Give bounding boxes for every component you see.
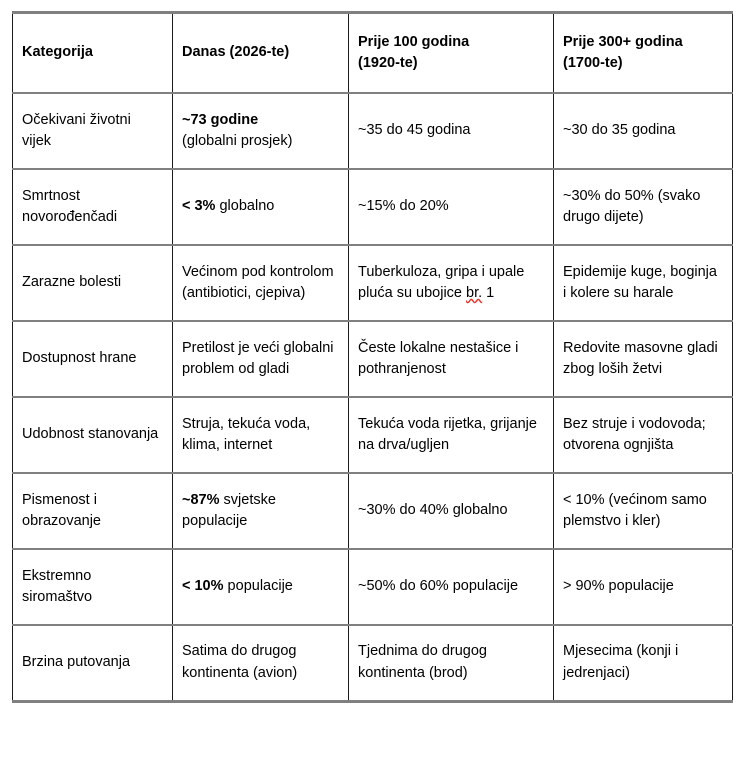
cell-ekstremno-siromastvo-danas bbox=[173, 549, 349, 625]
column-header-prije-100-godina bbox=[349, 13, 554, 94]
cell-ekstremno-siromastvo-prije100: ~50% do 60% populacije bbox=[349, 549, 554, 625]
table-row bbox=[13, 549, 733, 625]
cell-udobnost-stanovanja-prije100: Tekuća voda rijetka, grijanje na drva/ugljen bbox=[349, 397, 554, 473]
table-header bbox=[13, 13, 733, 94]
cell-udobnost-stanovanja-danas: Struja, tekuća voda, klima, internet bbox=[173, 397, 349, 473]
cell-text: populacije bbox=[223, 578, 293, 595]
cell-pismenost-i-obrazovanje-prije100: ~30% do 40% globalno bbox=[349, 473, 554, 549]
cell-brzina-putovanja-prije300: Mjesecima (konji i jedrenjaci) bbox=[554, 625, 733, 701]
cell-brzina-putovanja-danas: Satima do drugog kontinenta (avion) bbox=[173, 625, 349, 701]
row-label-udobnost-stanovanja: Udobnost stanovanja bbox=[13, 397, 173, 473]
cell-smrtnost-novorodencadi-prije100: ~15% do 20% bbox=[349, 169, 554, 245]
spellcheck-misspelled-word: br. bbox=[466, 285, 483, 301]
table-row bbox=[13, 625, 733, 701]
cell-ocekivani-zivotni-vijek-danas bbox=[173, 93, 349, 169]
cell-emphasis: ~73 godine bbox=[182, 111, 259, 128]
cell-brzina-putovanja-prije100: Tjednima do drugog kontinenta (brod) bbox=[349, 625, 554, 701]
table-row bbox=[13, 397, 733, 473]
cell-dostupnost-hrane-prije300: Redovite masovne gladi zbog loših žetvi bbox=[554, 321, 733, 397]
cell-emphasis: < 10% bbox=[182, 578, 224, 595]
row-label-brzina-putovanja: Brzina putovanja bbox=[13, 625, 173, 701]
row-label-ekstremno-siromastvo: Ekstremno siromaštvo bbox=[13, 549, 173, 625]
cell-ocekivani-zivotni-vijek-prije100: ~35 do 45 godina bbox=[349, 93, 554, 169]
table-row bbox=[13, 93, 733, 169]
column-header-prije-300-godina bbox=[554, 13, 733, 94]
column-header-prije-300-godina-line-1: Prije 300+ godina bbox=[563, 33, 683, 50]
table-row bbox=[13, 169, 733, 245]
column-header-prije-100-godina-line-1: Prije 100 godina bbox=[358, 33, 470, 50]
row-label-dostupnost-hrane: Dostupnost hrane bbox=[13, 321, 173, 397]
cell-ocekivani-zivotni-vijek-prije300: ~30 do 35 godina bbox=[554, 93, 733, 169]
cell-pismenost-i-obrazovanje-danas bbox=[173, 473, 349, 549]
cell-udobnost-stanovanja-prije300: Bez struje i vodovoda; otvorena ognjišta bbox=[554, 397, 733, 473]
table-row bbox=[13, 245, 733, 321]
table-body bbox=[13, 93, 733, 701]
column-header-kategorija bbox=[13, 13, 173, 94]
column-header-prije-300-godina-line-2: (1700-te) bbox=[563, 55, 623, 71]
row-label-pismenost-i-obrazovanje: Pismenost i obrazovanje bbox=[13, 473, 173, 549]
table-row bbox=[13, 473, 733, 549]
cell-smrtnost-novorodencadi-prije300: ~30% do 50% (svako drugo dijete) bbox=[554, 169, 733, 245]
cell-emphasis: < 3% bbox=[182, 198, 216, 215]
cell-text: (globalni prosjek) bbox=[182, 133, 293, 149]
cell-pismenost-i-obrazovanje-prije300: < 10% (većinom samo plemstvo i kler) bbox=[554, 473, 733, 549]
table-header-row bbox=[13, 13, 733, 94]
table-row bbox=[13, 321, 733, 397]
cell-smrtnost-novorodencadi-danas bbox=[173, 169, 349, 245]
cell-zarazne-bolesti-danas: Većinom pod kontrolom (antibiotici, cjepiva) bbox=[173, 245, 349, 321]
cell-text: Tuberkuloza, gripa i upale pluća su ubojice bbox=[358, 263, 525, 301]
row-label-smrtnost-novorodencadi: Smrtnost novorođenčadi bbox=[13, 169, 173, 245]
cell-text-tail: 1 bbox=[482, 285, 495, 301]
column-header-danas-line-1: Danas (2026-te) bbox=[182, 44, 290, 61]
cell-dostupnost-hrane-prije100: Česte lokalne nestašice i pothranjenost bbox=[349, 321, 554, 397]
cell-text: svjetske populacije bbox=[182, 491, 276, 529]
cell-zarazne-bolesti-prije100 bbox=[349, 245, 554, 321]
column-header-danas bbox=[173, 13, 349, 94]
comparison-table bbox=[12, 11, 733, 703]
column-header-kategorija-line-1: Kategorija bbox=[22, 44, 93, 61]
comparison-table-container bbox=[12, 11, 732, 703]
cell-ekstremno-siromastvo-prije300: > 90% populacije bbox=[554, 549, 733, 625]
cell-dostupnost-hrane-danas: Pretilost je veći globalni problem od gladi bbox=[173, 321, 349, 397]
row-label-ocekivani-zivotni-vijek: Očekivani životni vijek bbox=[13, 93, 173, 169]
column-header-prije-100-godina-line-2: (1920-te) bbox=[358, 55, 418, 71]
cell-emphasis: ~87% bbox=[182, 491, 220, 508]
cell-text: globalno bbox=[215, 198, 275, 215]
row-label-zarazne-bolesti: Zarazne bolesti bbox=[13, 245, 173, 321]
cell-zarazne-bolesti-prije300: Epidemije kuge, boginja i kolere su harale bbox=[554, 245, 733, 321]
